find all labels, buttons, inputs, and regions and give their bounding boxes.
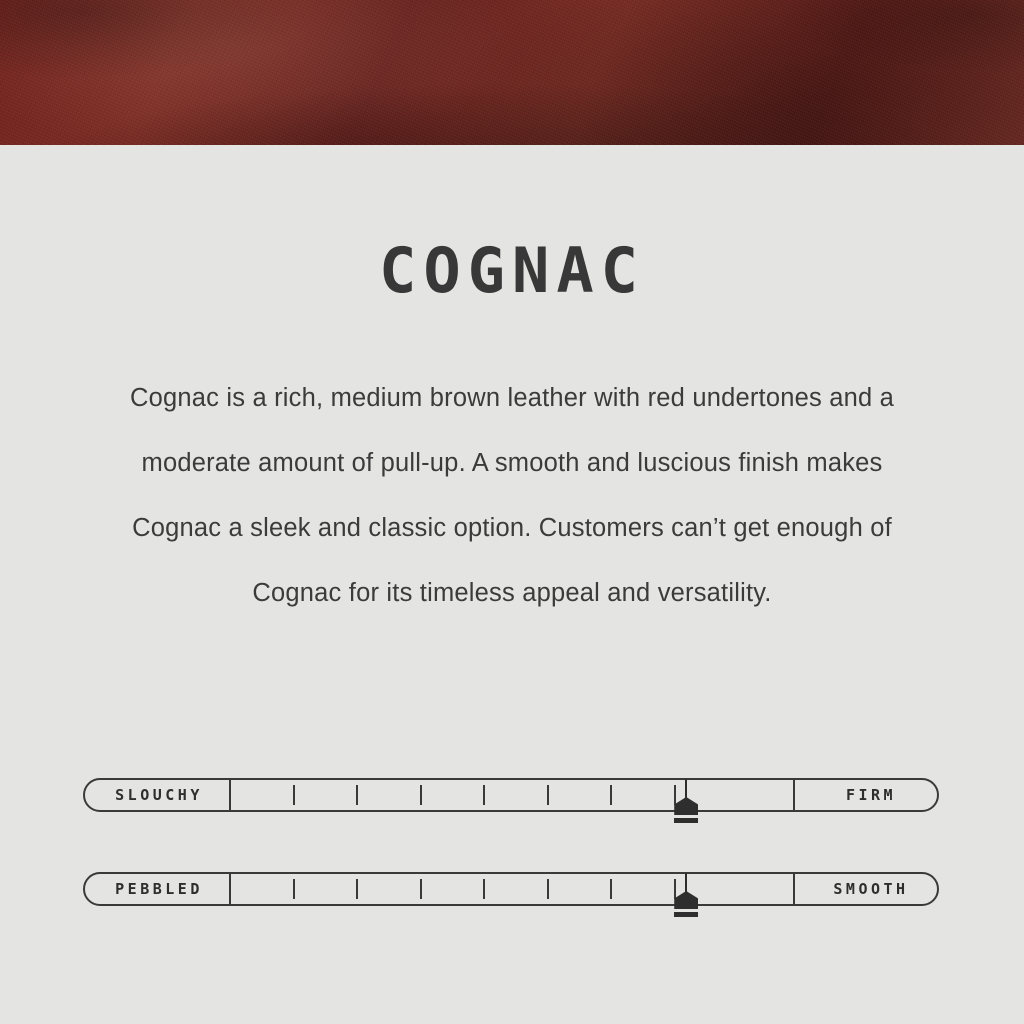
scales-group (83, 778, 941, 966)
tick-mark (420, 879, 422, 899)
marker-head (674, 797, 698, 815)
scale-firmness (83, 778, 941, 814)
scale-ticks-firmness (231, 778, 793, 812)
scale-ticks-texture (231, 872, 793, 906)
tick-mark (547, 785, 549, 805)
marker-head (674, 891, 698, 909)
marker-base (674, 912, 698, 917)
tick-mark (547, 879, 549, 899)
swatch-shading (0, 0, 1024, 145)
page-title: COGNAC (379, 234, 645, 307)
tick-mark (420, 785, 422, 805)
scale-label-smooth: SMOOTH (793, 872, 941, 906)
scale-texture (83, 872, 941, 908)
tick-mark (483, 785, 485, 805)
tick-mark (674, 785, 676, 805)
tick-mark (293, 785, 295, 805)
scale-label-firm: FIRM (793, 778, 941, 812)
tick-mark (293, 879, 295, 899)
description-text: Cognac is a rich, medium brown leather with red undertones and a moderate amount of pull-up. A smooth and luscious finish makes Cognac a sleek and classic option. Customers can’t get enough of Cognac for its timeless appeal and versatility. (129, 384, 895, 607)
cognac-leather-swatch (0, 0, 1024, 145)
tick-mark (674, 879, 676, 899)
scale-label-pebbled: PEBBLED (83, 872, 231, 906)
tick-mark (483, 879, 485, 899)
marker-base (674, 818, 698, 823)
tick-mark (356, 785, 358, 805)
scale-label-slouchy: SLOUCHY (83, 778, 231, 812)
tick-mark (610, 785, 612, 805)
tick-mark (356, 879, 358, 899)
tick-mark (610, 879, 612, 899)
